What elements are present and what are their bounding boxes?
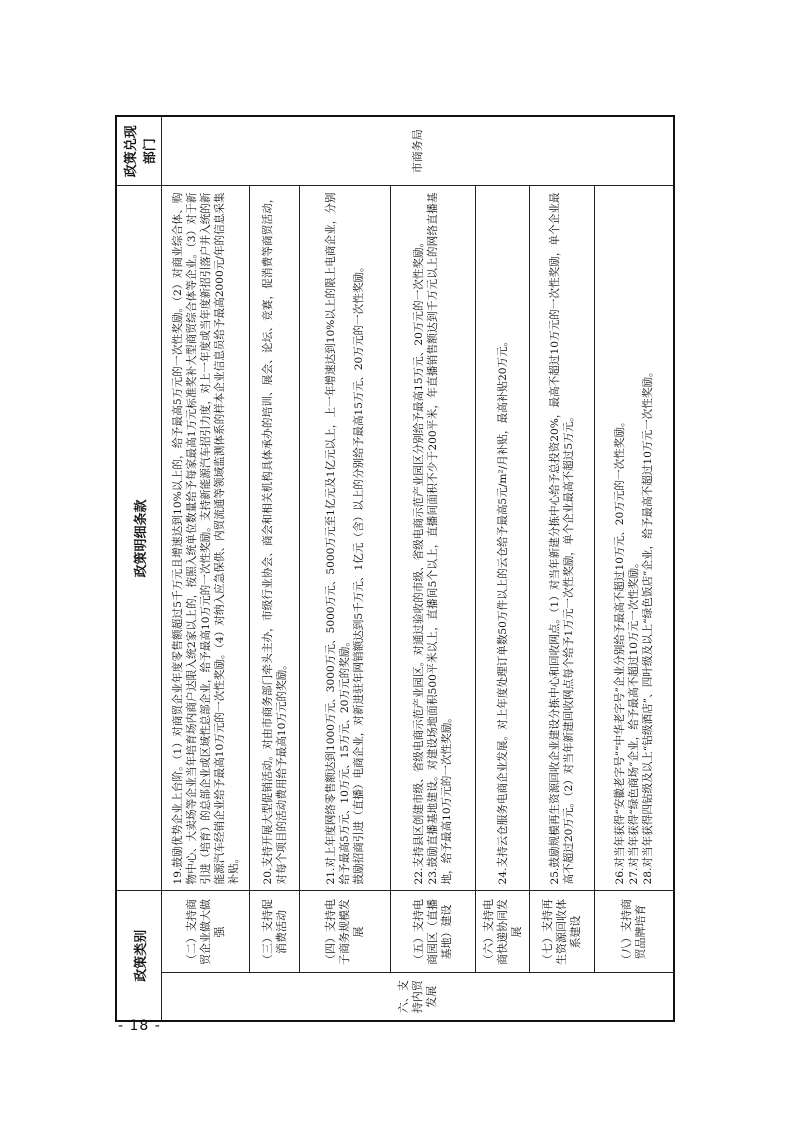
- detail-line: 20.支持开展大型促销活动。对由市商务部门牵头主办，市级行业协会、商会和相关机构具体承办的培训、展会、论坛、竞赛，促消费等商贸活动，对每个项目的活动费用给予最高10万元的奖励。: [261, 192, 288, 885]
- detail-line: 27.对当年获得“绿色商场”企业，给予最高不超过10万元一次性奖励。: [628, 557, 641, 885]
- detail-cell: [529, 186, 595, 891]
- detail-cell: [300, 186, 391, 891]
- rotated-policy-table-sheet: [115, 117, 675, 1022]
- category-main-cell: 六、支持内贸发展: [162, 973, 675, 1021]
- detail-line: 19.鼓励优势企业上台阶。（1）对商贸企业年度零售额超过5千万元且增速达到10%以上的，给予最高5万元的一次性奖励。（2）对商业综合体、购物中心、大卖场等企业当年培育场内商户达限入统2家以上的，按照入统单位数量给予每家最高1万元标准奖补大型商贸综合体等企业。（3）对于新引进（培育）的总部企业或区域性总部企业，给予最高10万元的一次性奖励。支持新能源汽车招引力度，对上一年度或当年度新招引落户并入统的新能源汽车经销企业给予最高10万元的一次性奖励。（4）对纳入应急保供、内贸流通等领域监测体系的样本企业信息员给予最高2000元/年的信息采集补贴。: [171, 192, 240, 885]
- subcategory-cell: （四）支持电子商务规模发展: [300, 891, 391, 973]
- table-row: [250, 116, 300, 1021]
- table-header-row: [116, 116, 162, 1021]
- detail-line: 23.鼓励直播基地建设。对建设场地面积500平米以上，直播间5个以上，直播间面积不少于200平米，年直播销售额达到千万元以上的网络直播基地，给予最高10万元的一次性奖励。: [426, 192, 453, 885]
- detail-cell: [250, 186, 300, 891]
- subcategory-cell: （八）支持商贸品牌培育: [595, 891, 674, 973]
- detail-cell: [476, 186, 529, 891]
- detail-cell: [162, 186, 250, 891]
- detail-cell: [595, 186, 674, 891]
- detail-line: 22.支持县区创建市级、省级电商示范产业园区。对通过验收的市级、省级电商示范产业园区分别给予最高15万元、20万元的一次性奖励。: [412, 236, 425, 885]
- detail-line: 26.对当年获得“安徽老字号”“中华老字号”企业分别给予最高不超过10万元、20万元的一次性奖励。: [614, 416, 627, 885]
- table-row: [162, 116, 250, 1021]
- header-detail: 政策明细条款: [116, 186, 162, 891]
- department-cell: 市商务局: [162, 116, 675, 186]
- header-category: 政策类别: [116, 891, 162, 1021]
- detail-line: 28.对当年获得四钻级及以上“钻级酒店”、四叶级及以上“绿色饭店”企业，给予最高不超过10万元一次性奖励。: [642, 366, 655, 885]
- subcategory-cell: （七）支持再生资源回收体系建设: [529, 891, 595, 973]
- page-number: - 18 -: [118, 1018, 161, 1034]
- subcategory-cell: （六）支持电商快递协同发展: [476, 891, 529, 973]
- detail-line: 21.对上年度网络零售额达到1000万元、3000万元、5000万元、5000万元至1亿元及1亿元以上，上一年增速达到10%以上的限上电商企业，分别给予最高5万元、10万元、15万元、20万元的奖励。: [324, 192, 351, 885]
- table-row: [476, 116, 529, 1021]
- table-row: [595, 116, 674, 1021]
- subcategory-cell: （二）支持商贸企业做大做强: [162, 891, 250, 973]
- subcategory-cell: （五）支持电商园区（直播基地）建设: [390, 891, 476, 973]
- detail-line: 鼓励招商引进（直播）电商企业，对新进驻年网销额达到5千万元、1亿元（含）以上的分别给予最高15万元、20万元的一次性奖励。: [352, 261, 365, 885]
- table-row: [300, 116, 391, 1021]
- header-department: 政策兑现部门: [116, 116, 162, 186]
- table-row: [529, 116, 595, 1021]
- subcategory-cell: （三）支持促消费活动: [250, 891, 300, 973]
- detail-line: 24.支持云仓服务电商企业发展。对上年度处理订单数50万件以上的云仓给予最高5元/m²/月补贴，最高补贴20万元。: [496, 335, 509, 885]
- table-body: [162, 116, 675, 1021]
- policy-table: [115, 115, 675, 1022]
- table-row: [390, 116, 476, 1021]
- detail-line: 25.鼓励规模再生资源回收企业建设分拣中心和回收网点。（1）对当年新建分拣中心给予总投资20%，最高不超过10万元的一次性奖励，单个企业最高不超过20万元。（2）对当年新建回收网点每个给予1万元一次性奖励，单个企业最高不超过5万元。: [548, 192, 575, 885]
- detail-cell: [390, 186, 476, 891]
